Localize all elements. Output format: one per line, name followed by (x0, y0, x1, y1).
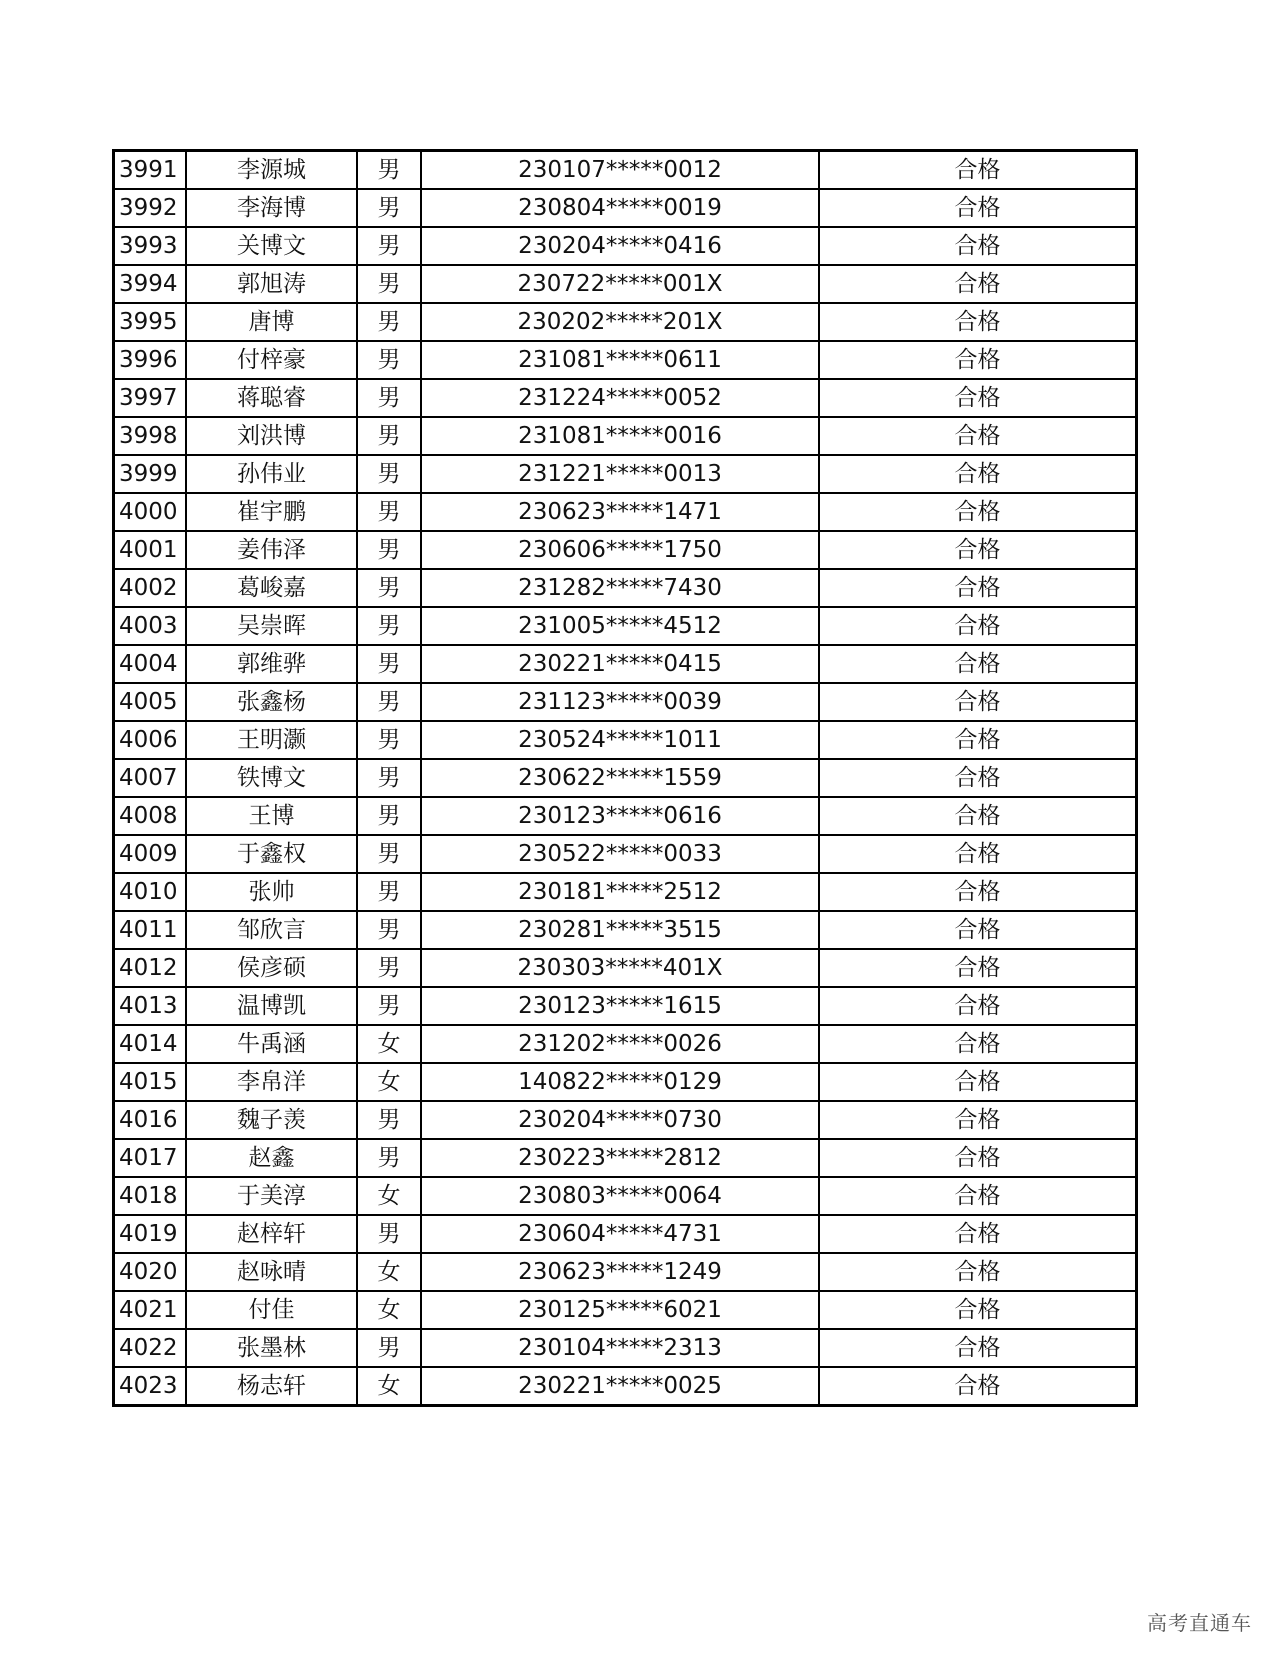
row-number-cell: 4014 (114, 1025, 187, 1063)
table-row (114, 227, 1137, 265)
gender-cell: 女 (357, 1367, 421, 1406)
name-cell: 张帅 (186, 873, 357, 911)
gender-cell: 男 (357, 531, 421, 569)
gender-cell: 男 (357, 303, 421, 341)
gender-cell: 男 (357, 759, 421, 797)
table-row (114, 949, 1137, 987)
row-number-cell: 4018 (114, 1177, 187, 1215)
row-number-cell: 4007 (114, 759, 187, 797)
name-cell: 王明灏 (186, 721, 357, 759)
row-number-cell: 4020 (114, 1253, 187, 1291)
gender-cell: 男 (357, 569, 421, 607)
id-number-cell: 230221*****0415 (421, 645, 819, 683)
id-number-cell: 230223*****2812 (421, 1139, 819, 1177)
table-row (114, 683, 1137, 721)
result-cell: 合格 (819, 455, 1137, 493)
id-number-cell: 231081*****0016 (421, 417, 819, 455)
name-cell: 魏子羡 (186, 1101, 357, 1139)
table-row (114, 1291, 1137, 1329)
id-number-cell: 230606*****1750 (421, 531, 819, 569)
table-row (114, 341, 1137, 379)
name-cell: 铁博文 (186, 759, 357, 797)
row-number-cell: 4021 (114, 1291, 187, 1329)
table-row (114, 151, 1137, 190)
row-number-cell: 4005 (114, 683, 187, 721)
name-cell: 关博文 (186, 227, 357, 265)
name-cell: 李海博 (186, 189, 357, 227)
name-cell: 于美淳 (186, 1177, 357, 1215)
id-number-cell: 230107*****0012 (421, 151, 819, 190)
table-row (114, 1101, 1137, 1139)
table-row (114, 1177, 1137, 1215)
row-number-cell: 4000 (114, 493, 187, 531)
result-cell: 合格 (819, 987, 1137, 1025)
result-cell: 合格 (819, 721, 1137, 759)
gender-cell: 男 (357, 1101, 421, 1139)
row-number-cell: 3995 (114, 303, 187, 341)
id-number-cell: 230524*****1011 (421, 721, 819, 759)
id-number-cell: 230604*****4731 (421, 1215, 819, 1253)
gender-cell: 男 (357, 1215, 421, 1253)
table-row (114, 417, 1137, 455)
id-number-cell: 230123*****1615 (421, 987, 819, 1025)
name-cell: 牛禹涵 (186, 1025, 357, 1063)
name-cell: 温博凯 (186, 987, 357, 1025)
id-number-cell: 230204*****0730 (421, 1101, 819, 1139)
gender-cell: 男 (357, 493, 421, 531)
table-row (114, 455, 1137, 493)
id-number-cell: 230202*****201X (421, 303, 819, 341)
results-table (112, 149, 1138, 1407)
table-row (114, 1329, 1137, 1367)
gender-cell: 男 (357, 151, 421, 190)
result-cell: 合格 (819, 1367, 1137, 1406)
gender-cell: 男 (357, 1329, 421, 1367)
gender-cell: 男 (357, 341, 421, 379)
name-cell: 张墨林 (186, 1329, 357, 1367)
table-row (114, 1215, 1137, 1253)
gender-cell: 男 (357, 1139, 421, 1177)
name-cell: 唐博 (186, 303, 357, 341)
name-cell: 赵鑫 (186, 1139, 357, 1177)
row-number-cell: 4009 (114, 835, 187, 873)
id-number-cell: 231282*****7430 (421, 569, 819, 607)
result-cell: 合格 (819, 1253, 1137, 1291)
id-number-cell: 230804*****0019 (421, 189, 819, 227)
gender-cell: 男 (357, 797, 421, 835)
table-row (114, 759, 1137, 797)
table-row (114, 1025, 1137, 1063)
result-cell: 合格 (819, 759, 1137, 797)
id-number-cell: 230803*****0064 (421, 1177, 819, 1215)
gender-cell: 男 (357, 987, 421, 1025)
table-row (114, 835, 1137, 873)
gender-cell: 男 (357, 721, 421, 759)
name-cell: 刘洪博 (186, 417, 357, 455)
result-cell: 合格 (819, 379, 1137, 417)
result-cell: 合格 (819, 607, 1137, 645)
result-cell: 合格 (819, 341, 1137, 379)
result-cell: 合格 (819, 1177, 1137, 1215)
row-number-cell: 4001 (114, 531, 187, 569)
result-cell: 合格 (819, 189, 1137, 227)
id-number-cell: 230181*****2512 (421, 873, 819, 911)
id-number-cell: 230204*****0416 (421, 227, 819, 265)
table-row (114, 645, 1137, 683)
table-row (114, 721, 1137, 759)
id-number-cell: 140822*****0129 (421, 1063, 819, 1101)
name-cell: 郭维骅 (186, 645, 357, 683)
id-number-cell: 231224*****0052 (421, 379, 819, 417)
row-number-cell: 3998 (114, 417, 187, 455)
gender-cell: 男 (357, 607, 421, 645)
name-cell: 王博 (186, 797, 357, 835)
id-number-cell: 231081*****0611 (421, 341, 819, 379)
name-cell: 孙伟业 (186, 455, 357, 493)
result-cell: 合格 (819, 797, 1137, 835)
name-cell: 吴崇晖 (186, 607, 357, 645)
id-number-cell: 230522*****0033 (421, 835, 819, 873)
table-row (114, 1367, 1137, 1406)
id-number-cell: 230303*****401X (421, 949, 819, 987)
table-row (114, 493, 1137, 531)
row-number-cell: 4022 (114, 1329, 187, 1367)
id-number-cell: 230123*****0616 (421, 797, 819, 835)
id-number-cell: 230623*****1471 (421, 493, 819, 531)
name-cell: 郭旭涛 (186, 265, 357, 303)
id-number-cell: 230221*****0025 (421, 1367, 819, 1406)
result-cell: 合格 (819, 835, 1137, 873)
result-cell: 合格 (819, 493, 1137, 531)
table-row (114, 987, 1137, 1025)
result-cell: 合格 (819, 569, 1137, 607)
table-row (114, 531, 1137, 569)
table-row (114, 379, 1137, 417)
result-cell: 合格 (819, 683, 1137, 721)
row-number-cell: 3992 (114, 189, 187, 227)
table-row (114, 607, 1137, 645)
row-number-cell: 4023 (114, 1367, 187, 1406)
row-number-cell: 4019 (114, 1215, 187, 1253)
id-number-cell: 230281*****3515 (421, 911, 819, 949)
row-number-cell: 4013 (114, 987, 187, 1025)
name-cell: 付佳 (186, 1291, 357, 1329)
table-row (114, 303, 1137, 341)
row-number-cell: 4010 (114, 873, 187, 911)
id-number-cell: 231005*****4512 (421, 607, 819, 645)
gender-cell: 男 (357, 417, 421, 455)
table-row (114, 265, 1137, 303)
gender-cell: 男 (357, 227, 421, 265)
gender-cell: 男 (357, 835, 421, 873)
result-cell: 合格 (819, 1101, 1137, 1139)
name-cell: 姜伟泽 (186, 531, 357, 569)
gender-cell: 男 (357, 189, 421, 227)
id-number-cell: 231123*****0039 (421, 683, 819, 721)
row-number-cell: 4016 (114, 1101, 187, 1139)
result-cell: 合格 (819, 1139, 1137, 1177)
table-row (114, 911, 1137, 949)
name-cell: 侯彦硕 (186, 949, 357, 987)
name-cell: 张鑫杨 (186, 683, 357, 721)
result-cell: 合格 (819, 873, 1137, 911)
name-cell: 付梓豪 (186, 341, 357, 379)
row-number-cell: 3996 (114, 341, 187, 379)
row-number-cell: 4006 (114, 721, 187, 759)
row-number-cell: 3999 (114, 455, 187, 493)
row-number-cell: 4017 (114, 1139, 187, 1177)
id-number-cell: 230104*****2313 (421, 1329, 819, 1367)
name-cell: 崔宇鹏 (186, 493, 357, 531)
row-number-cell: 4003 (114, 607, 187, 645)
row-number-cell: 3994 (114, 265, 187, 303)
results-table-body (114, 151, 1137, 1406)
name-cell: 李源城 (186, 151, 357, 190)
row-number-cell: 4012 (114, 949, 187, 987)
result-cell: 合格 (819, 303, 1137, 341)
row-number-cell: 4004 (114, 645, 187, 683)
id-number-cell: 230623*****1249 (421, 1253, 819, 1291)
result-cell: 合格 (819, 531, 1137, 569)
name-cell: 蒋聪睿 (186, 379, 357, 417)
id-number-cell: 230125*****6021 (421, 1291, 819, 1329)
table-row (114, 873, 1137, 911)
name-cell: 邹欣言 (186, 911, 357, 949)
name-cell: 赵梓轩 (186, 1215, 357, 1253)
row-number-cell: 4011 (114, 911, 187, 949)
watermark-text: 高考直通车 (1147, 1611, 1252, 1635)
gender-cell: 女 (357, 1025, 421, 1063)
name-cell: 李帛洋 (186, 1063, 357, 1101)
name-cell: 葛峻嘉 (186, 569, 357, 607)
row-number-cell: 3997 (114, 379, 187, 417)
table-row (114, 797, 1137, 835)
result-cell: 合格 (819, 1291, 1137, 1329)
row-number-cell: 3993 (114, 227, 187, 265)
table-row (114, 189, 1137, 227)
id-number-cell: 231221*****0013 (421, 455, 819, 493)
result-cell: 合格 (819, 227, 1137, 265)
id-number-cell: 230722*****001X (421, 265, 819, 303)
result-cell: 合格 (819, 151, 1137, 190)
row-number-cell: 3991 (114, 151, 187, 190)
result-cell: 合格 (819, 417, 1137, 455)
gender-cell: 男 (357, 683, 421, 721)
result-cell: 合格 (819, 911, 1137, 949)
gender-cell: 男 (357, 265, 421, 303)
result-cell: 合格 (819, 1063, 1137, 1101)
result-cell: 合格 (819, 645, 1137, 683)
gender-cell: 男 (357, 455, 421, 493)
result-cell: 合格 (819, 1215, 1137, 1253)
gender-cell: 男 (357, 873, 421, 911)
table-row (114, 569, 1137, 607)
gender-cell: 男 (357, 645, 421, 683)
result-cell: 合格 (819, 949, 1137, 987)
row-number-cell: 4002 (114, 569, 187, 607)
gender-cell: 女 (357, 1063, 421, 1101)
result-cell: 合格 (819, 1329, 1137, 1367)
gender-cell: 男 (357, 911, 421, 949)
id-number-cell: 231202*****0026 (421, 1025, 819, 1063)
row-number-cell: 4015 (114, 1063, 187, 1101)
name-cell: 于鑫权 (186, 835, 357, 873)
table-row (114, 1139, 1137, 1177)
name-cell: 杨志轩 (186, 1367, 357, 1406)
gender-cell: 女 (357, 1253, 421, 1291)
gender-cell: 女 (357, 1291, 421, 1329)
id-number-cell: 230622*****1559 (421, 759, 819, 797)
table-row (114, 1063, 1137, 1101)
result-cell: 合格 (819, 265, 1137, 303)
row-number-cell: 4008 (114, 797, 187, 835)
gender-cell: 男 (357, 379, 421, 417)
gender-cell: 男 (357, 949, 421, 987)
name-cell: 赵咏晴 (186, 1253, 357, 1291)
gender-cell: 女 (357, 1177, 421, 1215)
result-cell: 合格 (819, 1025, 1137, 1063)
table-row (114, 1253, 1137, 1291)
